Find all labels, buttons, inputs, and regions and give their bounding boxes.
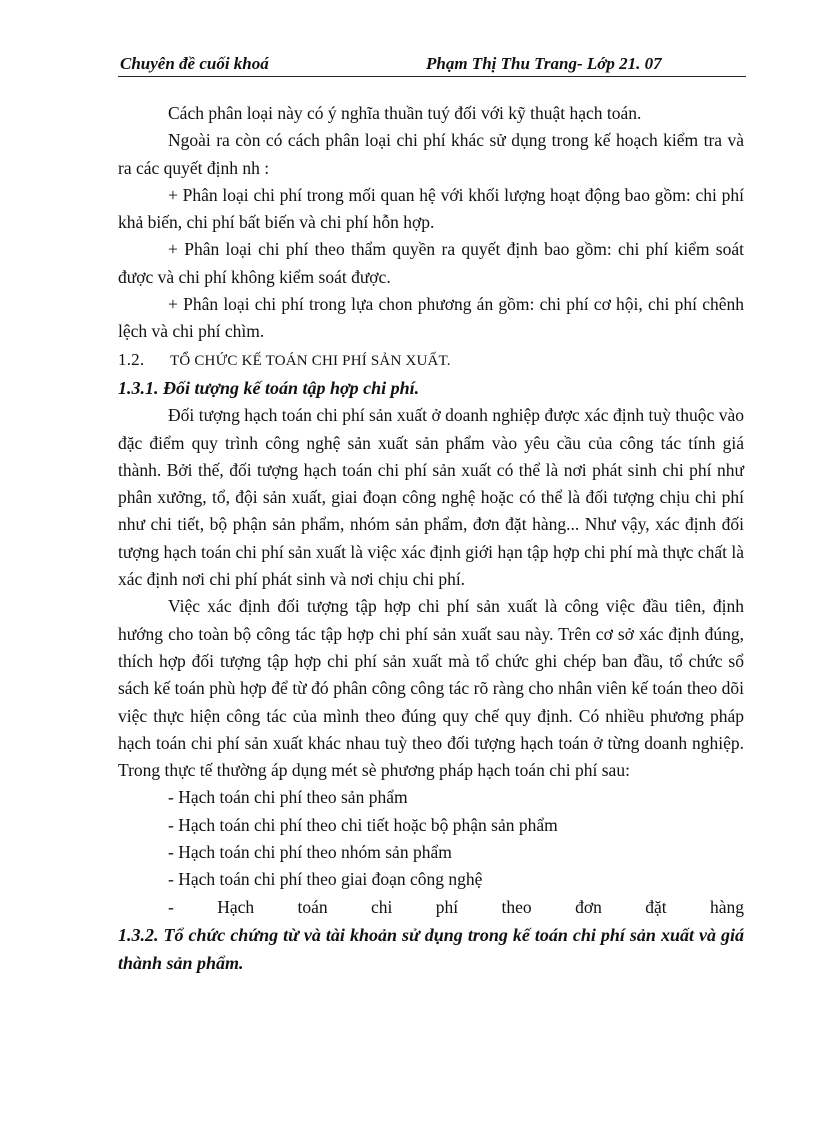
- word: phí: [435, 896, 459, 917]
- section-title: TỔ CHỨC KẾ TOÁN CHI PHÍ SẢN XUẤT.: [170, 352, 451, 369]
- word: -: [168, 896, 174, 917]
- document-body: [118, 100, 744, 977]
- paragraph: Cách phân loại này có ý nghĩa thuần tuý đối với kỹ thuật hạch toán.: [168, 103, 642, 123]
- header-title: Chuyên đề cuối khoá: [120, 54, 269, 73]
- paragraph: + Phân loại chi phí trong lựa chon phương án gồm: chi phí cơ hội, chi phí chênh lệch và chi phí chìm.: [118, 294, 744, 342]
- paragraph: Đối tượng hạch toán chi phí sản xuất ở doanh nghiệp được xác định tuỳ thuộc vào đặc điểm quy trình công nghệ sản xuất sản phẩm vào yêu cầu của công tác tính giá thành. Bởi thế, đối tượng hạch toán chi phí sản xuất có thể là nơi phát sinh chi phí như phân xưởng, tổ, đội sản xuất, giai đoạn công nghệ hoặc có thể là đối tượng chịu chi phí như chi tiết, bộ phận sản phẩm, nhóm sản phẩm, đơn đặt hàng... Như vậy, xác định đối tượng hạch toán chi phí sản xuất là việc xác định giới hạn tập hợp chi phí mà thực chất là xác định nơi chi phí phát sinh và nơi chịu chi phí.: [118, 405, 744, 590]
- header-author: Phạm Thị Thu Trang- Lớp 21. 07: [426, 54, 662, 73]
- section-number: 1.2.: [118, 349, 145, 369]
- paragraph: + Phân loại chi phí theo thẩm quyền ra quyết định bao gồm: chi phí kiểm soát được và chi phí không kiểm soát được.: [118, 239, 744, 287]
- word: toán: [297, 896, 328, 917]
- section-heading: [118, 346, 744, 375]
- subsection-heading: 1.3.1. Đối tượng kế toán tập hợp chi phí.: [118, 377, 420, 398]
- page-header: [118, 52, 746, 77]
- paragraph: Việc xác định đối tượng tập hợp chi phí sản xuất là công việc đầu tiên, định hướng cho toàn bộ công tác tập hợp chi phí sản xuất sau này. Trên cơ sở xác định đúng, thích hợp đối tượng tập hợp chi phí sản xuất mà tổ chức ghi chép ban đầu, tổ chức sổ sách kế toán phù hợp để từ đó phân công công tác rõ ràng cho nhân viên kế toán theo dõi việc thực hiện công tác của mình theo đúng quy chế quy định. Có nhiều phương pháp hạch toán chi phí sản xuất khác nhau tuỳ theo đối tượng hạch toán ở từng doanh nghiệp. Trong thực tế thường áp dụng mét sè phương pháp hạch toán chi phí sau:: [118, 596, 744, 781]
- word: hàng: [709, 896, 744, 917]
- list-item-justified: [118, 894, 744, 921]
- list-item: - Hạch toán chi phí theo sản phẩm: [168, 787, 408, 808]
- list-item: - Hạch toán chi phí theo nhóm sản phẩm: [168, 842, 452, 863]
- word: Hạch: [217, 896, 255, 917]
- word: theo: [501, 896, 532, 917]
- paragraph: Ngoài ra còn có cách phân loại chi phí khác sử dụng trong kế hoạch kiểm tra và ra các quyết định nh :: [118, 130, 744, 178]
- paragraph: + Phân loại chi phí trong mối quan hệ với khối lượng hoạt động bao gồm: chi phí khả biến, chi phí bất biến và chi phí hỗn hợp.: [118, 184, 744, 233]
- word: đơn: [575, 896, 602, 917]
- list-item: - Hạch toán chi phí theo chi tiết hoặc bộ phận sản phẩm: [168, 814, 558, 835]
- word: đặt: [645, 896, 667, 917]
- subsection-heading: 1.3.2. Tổ chức chứng từ và tài khoản sử dụng trong kế toán chi phí sản xuất và giá thành sản phẩm.: [118, 924, 744, 973]
- word: chi: [371, 896, 393, 917]
- list-item: - Hạch toán chi phí theo giai đoạn công nghệ: [168, 869, 483, 890]
- method-list: [118, 784, 744, 893]
